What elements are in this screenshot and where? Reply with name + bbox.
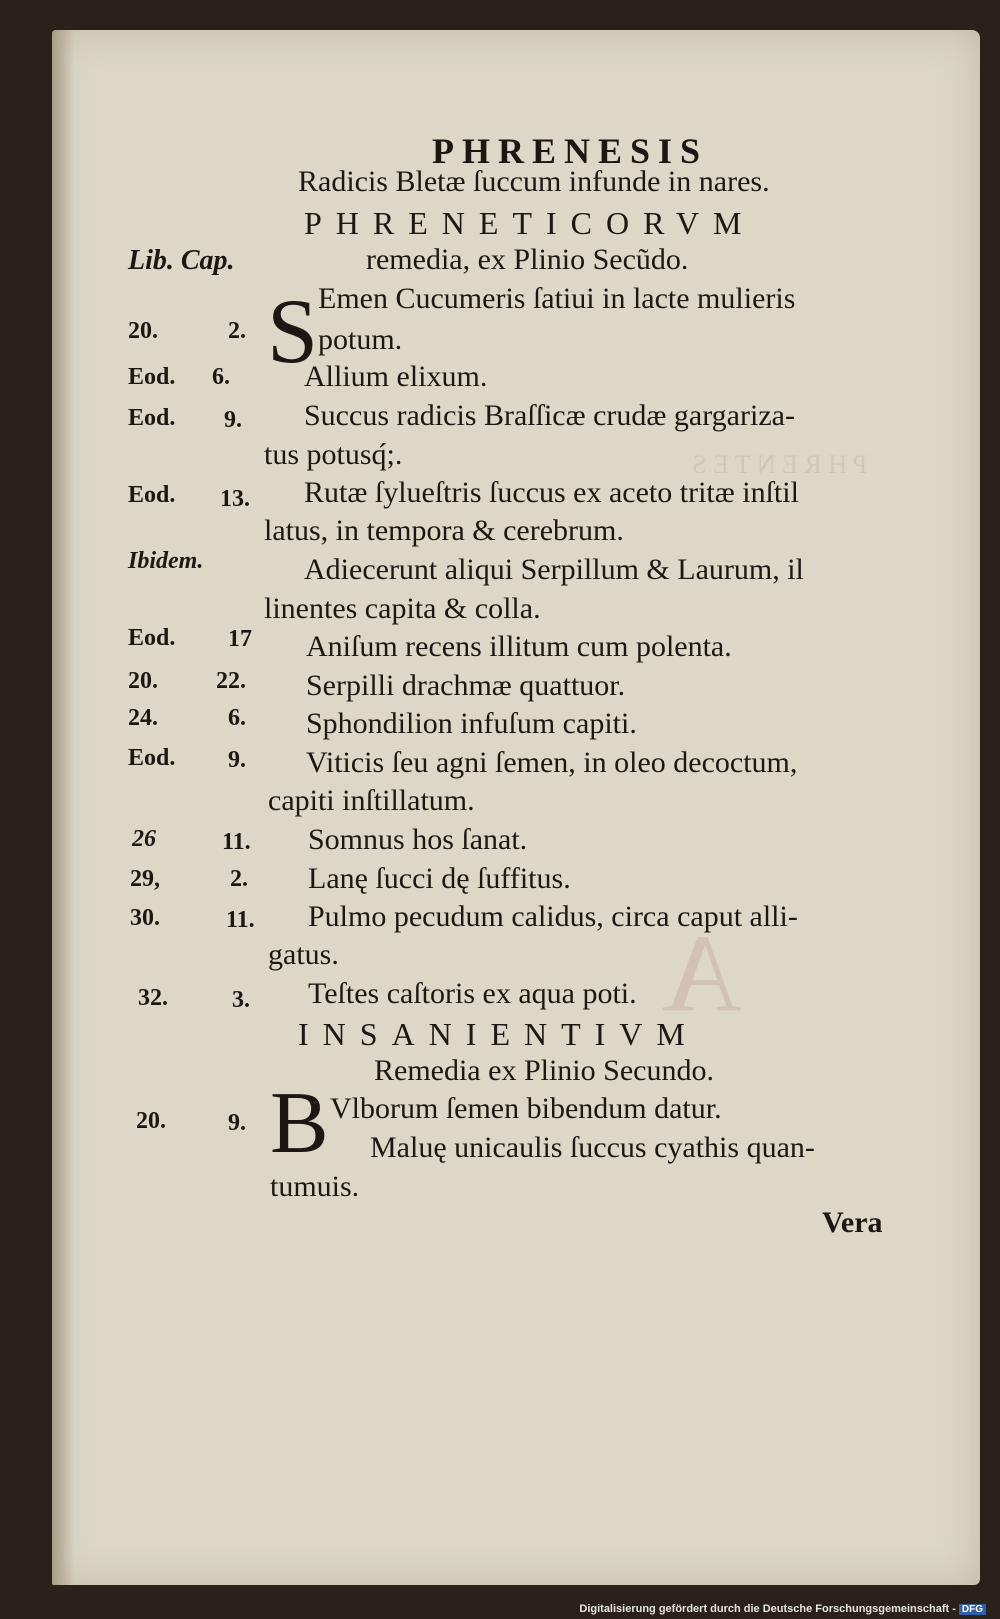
margin-ref-cap: 11. xyxy=(226,907,255,933)
text-line: Allium elixum. xyxy=(304,360,488,393)
margin-ref-cap: 6. xyxy=(212,364,230,390)
section-heading-insanientium: INSANIENTIVM xyxy=(298,1016,699,1052)
text-line: latus, in tempora & cerebrum. xyxy=(264,514,624,547)
text-line: Teſtes caſtoris ex aqua poti. xyxy=(308,977,637,1010)
section-subheading: remedia, ex Plinio Secũdo. xyxy=(366,243,689,276)
text-line: Maluę unicaulis ſuccus cyathis quan- xyxy=(370,1131,815,1164)
text-line: Rutæ ſylueſtris ſuccus ex aceto tritæ inſtil xyxy=(304,476,799,509)
margin-ref-cap: 3. xyxy=(232,987,250,1013)
show-through-initial: A xyxy=(662,912,742,1034)
text-line: Lanę ſucci dę ſuffitus. xyxy=(308,862,571,895)
text-line: potum. xyxy=(318,323,403,356)
margin-ref-lib: 29, xyxy=(130,866,160,892)
margin-ref-lib: Eod. xyxy=(128,364,176,390)
text-line: Radicis Bletæ ſuccum infunde in nares. xyxy=(298,165,770,198)
text-line: Viticis ſeu agni ſemen, in oleo decoctum, xyxy=(306,746,798,779)
text-line: Succus radicis Braſſicæ crudæ gargariza- xyxy=(304,399,795,432)
margin-ref-cap: 13. xyxy=(220,486,250,512)
margin-ref-lib: Eod. xyxy=(128,745,176,771)
text-line: linentes capita & colla. xyxy=(264,592,541,625)
digitization-credit xyxy=(579,1603,986,1615)
page-gutter-shadow xyxy=(52,30,74,1585)
text-line: gatus. xyxy=(268,938,339,971)
margin-ref-lib: Ibidem. xyxy=(128,548,204,574)
margin-ref-cap: 9. xyxy=(224,407,242,433)
margin-ref-lib: 24. xyxy=(128,705,158,731)
text-line: tus potusq́;. xyxy=(264,438,403,471)
text-line: Vlborum ſemen bibendum datur. xyxy=(330,1092,722,1125)
margin-ref-cap: 22. xyxy=(216,668,246,694)
text-line: tumuis. xyxy=(270,1170,360,1203)
text-line: Adiecerunt aliqui Serpillum & Laurum, il xyxy=(304,553,804,586)
text-line: Aniſum recens illitum cum polenta. xyxy=(306,630,732,663)
text-line: Somnus hos ſanat. xyxy=(308,823,528,856)
credit-text: Digitalisierung gefördert durch die Deutsche Forschungsgemeinschaft - xyxy=(579,1603,956,1615)
text-line: Pulmo pecudum calidus, circa caput alli- xyxy=(308,900,798,933)
catchword: Vera xyxy=(822,1206,883,1239)
section-subheading: Remedia ex Plinio Secundo. xyxy=(374,1054,714,1087)
margin-ref-lib: Eod. xyxy=(128,405,176,431)
margin-ref-cap: 9. xyxy=(228,747,246,773)
margin-ref-cap: 6. xyxy=(228,705,246,731)
margin-ref-lib: 20. xyxy=(128,668,158,694)
drop-cap-s: S xyxy=(267,280,319,382)
drop-cap-b: B xyxy=(270,1075,329,1172)
margin-ref-cap: 11. xyxy=(222,829,251,855)
margin-ref-cap: 2. xyxy=(230,866,248,892)
text-line: Emen Cucumeris ſatiui in lacte mulieris xyxy=(318,282,796,315)
margin-ref-cap: 9. xyxy=(228,1110,246,1136)
margin-ref-cap: 2. xyxy=(228,318,246,344)
margin-ref-lib: 26 xyxy=(132,826,156,852)
margin-ref-lib: 20. xyxy=(128,318,158,344)
show-through-text: P H R E N T E S xyxy=(692,450,868,479)
dfg-logo: DFG xyxy=(959,1604,986,1615)
running-title: PHRENESIS xyxy=(432,131,709,171)
margin-column-heading: Lib. Cap. xyxy=(128,245,235,276)
margin-ref-lib: Eod. xyxy=(128,625,176,651)
text-line: Sphondilion infuſum capiti. xyxy=(306,707,637,740)
margin-ref-lib: 32. xyxy=(138,985,168,1011)
text-line: capiti inſtillatum. xyxy=(268,784,475,817)
section-heading-phreneticorum: PHRENETICORVM xyxy=(304,205,756,241)
margin-ref-lib: 20. xyxy=(136,1108,166,1134)
text-line: Serpilli drachmæ quattuor. xyxy=(306,669,626,702)
margin-ref-cap: 17 xyxy=(228,626,252,652)
margin-ref-lib: 30. xyxy=(130,905,160,931)
margin-ref-lib: Eod. xyxy=(128,482,176,508)
book-page xyxy=(52,30,980,1585)
